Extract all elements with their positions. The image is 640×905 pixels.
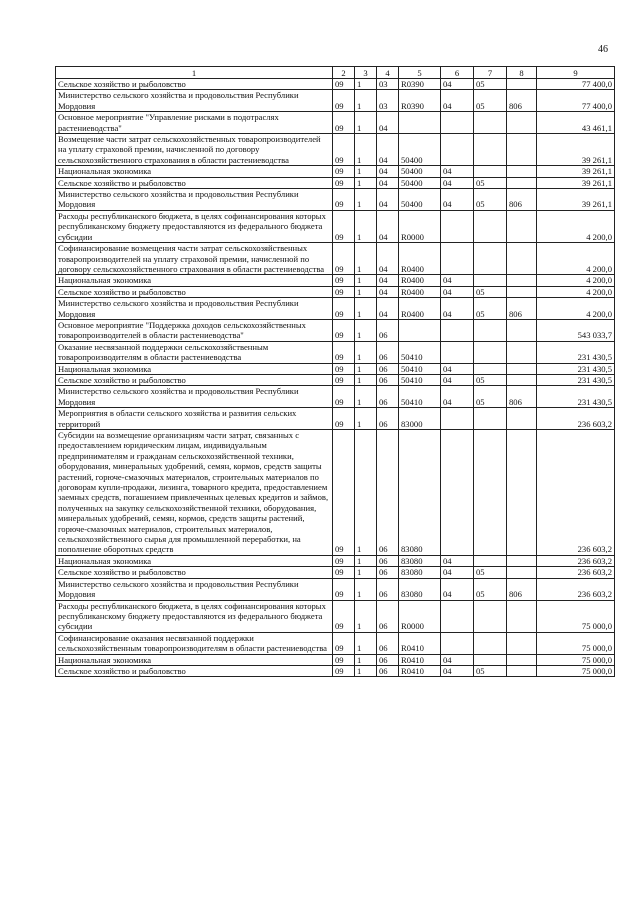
row-chapter-cell [441, 134, 474, 166]
row-amount-cell: 231 430,5 [537, 363, 615, 374]
table-row [56, 374, 615, 385]
row-amount-cell: 39 261,1 [537, 166, 615, 177]
table-row [56, 567, 615, 578]
row-program-cell: 1 [355, 134, 377, 166]
row-program-cell: 1 [355, 654, 377, 665]
row-program-cell: 1 [355, 374, 377, 385]
row-chapter-cell [441, 243, 474, 275]
row-subchapter-cell [474, 275, 507, 286]
row-direction-cell: 50400 [399, 177, 441, 188]
row-section-cell: 09 [333, 567, 355, 578]
row-name-cell: Министерство сельского хозяйства и продовольствия Республики Мордовия [56, 578, 333, 600]
row-direction-cell: R0410 [399, 665, 441, 676]
row-subchapter-cell [474, 632, 507, 654]
row-direction-cell: 83080 [399, 430, 441, 556]
budget-table [55, 66, 615, 677]
row-program-cell: 1 [355, 286, 377, 297]
table-row [56, 319, 615, 341]
row-section-cell: 09 [333, 189, 355, 211]
row-chapter-cell: 04 [441, 189, 474, 211]
row-chapter-cell: 04 [441, 177, 474, 188]
row-direction-cell: R0400 [399, 275, 441, 286]
row-amount-cell: 75 000,0 [537, 654, 615, 665]
table-row [56, 166, 615, 177]
row-name-cell: Национальная экономика [56, 166, 333, 177]
row-amount-cell: 4 200,0 [537, 286, 615, 297]
row-vr-cell: 806 [507, 90, 537, 112]
row-amount-cell: 75 000,0 [537, 665, 615, 676]
row-program-cell: 1 [355, 243, 377, 275]
row-name-cell: Сельское хозяйство и рыболовство [56, 79, 333, 90]
row-name-cell: Софинансирование оказания несвязанной поддержки сельскохозяйственным товаропроизводителям в области растениеводства [56, 632, 333, 654]
row-vr-cell [507, 243, 537, 275]
row-event-cell: 04 [377, 275, 399, 286]
row-section-cell: 09 [333, 79, 355, 90]
row-subchapter-cell [474, 166, 507, 177]
row-name-cell: Возмещение части затрат сельскохозяйственных товаропроизводителей на уплату страховой премии, начисленной по договору сельскохозяйственного страхования в области растениеводства [56, 134, 333, 166]
row-event-cell: 06 [377, 363, 399, 374]
row-vr-cell [507, 341, 537, 363]
table-row [56, 79, 615, 90]
row-event-cell: 04 [377, 243, 399, 275]
row-chapter-cell [441, 210, 474, 242]
row-subchapter-cell [474, 408, 507, 430]
table-row [56, 600, 615, 632]
row-amount-cell: 236 603,2 [537, 578, 615, 600]
row-program-cell: 1 [355, 341, 377, 363]
row-vr-cell: 806 [507, 386, 537, 408]
row-vr-cell [507, 408, 537, 430]
row-vr-cell [507, 430, 537, 556]
row-program-cell: 1 [355, 319, 377, 341]
row-direction-cell: 50400 [399, 166, 441, 177]
row-chapter-cell [441, 408, 474, 430]
row-name-cell: Сельское хозяйство и рыболовство [56, 177, 333, 188]
table-row [56, 578, 615, 600]
table-row [56, 408, 615, 430]
row-amount-cell: 4 200,0 [537, 243, 615, 275]
row-vr-cell [507, 79, 537, 90]
row-amount-cell: 39 261,1 [537, 177, 615, 188]
row-event-cell: 06 [377, 408, 399, 430]
row-vr-cell [507, 567, 537, 578]
row-vr-cell [507, 112, 537, 134]
row-direction-cell: 83000 [399, 408, 441, 430]
row-event-cell: 06 [377, 567, 399, 578]
row-subchapter-cell [474, 210, 507, 242]
row-name-cell: Сельское хозяйство и рыболовство [56, 286, 333, 297]
row-event-cell: 06 [377, 430, 399, 556]
row-chapter-cell: 04 [441, 298, 474, 320]
row-name-cell: Оказание несвязанной поддержки сельскохозяйственным товаропроизводителям в области растениеводства [56, 341, 333, 363]
row-section-cell: 09 [333, 374, 355, 385]
row-program-cell: 1 [355, 112, 377, 134]
row-subchapter-cell [474, 430, 507, 556]
row-section-cell: 09 [333, 654, 355, 665]
row-direction-cell: 50400 [399, 134, 441, 166]
row-event-cell: 04 [377, 134, 399, 166]
table-row [56, 363, 615, 374]
row-section-cell: 09 [333, 578, 355, 600]
row-vr-cell [507, 275, 537, 286]
row-program-cell: 1 [355, 430, 377, 556]
row-event-cell: 04 [377, 189, 399, 211]
row-amount-cell: 236 603,2 [537, 567, 615, 578]
row-subchapter-cell: 05 [474, 298, 507, 320]
row-chapter-cell: 04 [441, 386, 474, 408]
table-row [56, 632, 615, 654]
row-program-cell: 1 [355, 408, 377, 430]
row-program-cell: 1 [355, 665, 377, 676]
row-vr-cell [507, 319, 537, 341]
row-event-cell: 06 [377, 632, 399, 654]
row-chapter-cell: 04 [441, 555, 474, 566]
row-event-cell: 04 [377, 177, 399, 188]
row-amount-cell: 75 000,0 [537, 600, 615, 632]
table-row [56, 243, 615, 275]
row-amount-cell: 543 033,7 [537, 319, 615, 341]
table-row [56, 210, 615, 242]
row-chapter-cell: 04 [441, 654, 474, 665]
row-event-cell: 03 [377, 79, 399, 90]
row-direction-cell: 50410 [399, 363, 441, 374]
row-section-cell: 09 [333, 177, 355, 188]
row-name-cell: Национальная экономика [56, 654, 333, 665]
row-program-cell: 1 [355, 166, 377, 177]
table-row [56, 90, 615, 112]
row-amount-cell: 4 200,0 [537, 210, 615, 242]
row-vr-cell [507, 632, 537, 654]
row-section-cell: 09 [333, 112, 355, 134]
row-name-cell: Софинансирование возмещения части затрат сельскохозяйственных товаропроизводителей на уплату страховой премии, начисленной по договору сельскохозяйственного страхования в области растениеводства [56, 243, 333, 275]
row-subchapter-cell: 05 [474, 189, 507, 211]
row-section-cell: 09 [333, 665, 355, 676]
header-row [56, 67, 615, 79]
row-amount-cell: 236 603,2 [537, 408, 615, 430]
row-amount-cell: 231 430,5 [537, 341, 615, 363]
row-amount-cell: 231 430,5 [537, 374, 615, 385]
row-chapter-cell: 04 [441, 665, 474, 676]
table-row [56, 189, 615, 211]
row-section-cell: 09 [333, 341, 355, 363]
row-subchapter-cell: 05 [474, 578, 507, 600]
row-vr-cell [507, 177, 537, 188]
row-subchapter-cell [474, 319, 507, 341]
table-row [56, 298, 615, 320]
row-program-cell: 1 [355, 210, 377, 242]
row-direction-cell [399, 112, 441, 134]
row-name-cell: Сельское хозяйство и рыболовство [56, 567, 333, 578]
row-direction-cell: 50400 [399, 189, 441, 211]
row-name-cell: Основное мероприятие "Управление рисками в подотраслях растениеводства" [56, 112, 333, 134]
row-subchapter-cell [474, 112, 507, 134]
row-event-cell: 04 [377, 298, 399, 320]
table-row [56, 286, 615, 297]
table-row [56, 112, 615, 134]
header-cell: 8 [507, 67, 537, 79]
header-cell: 5 [399, 67, 441, 79]
row-direction-cell: R0400 [399, 286, 441, 297]
row-vr-cell: 806 [507, 298, 537, 320]
table-row [56, 430, 615, 556]
row-vr-cell [507, 134, 537, 166]
row-section-cell: 09 [333, 134, 355, 166]
row-subchapter-cell: 05 [474, 286, 507, 297]
row-chapter-cell: 04 [441, 166, 474, 177]
row-vr-cell [507, 555, 537, 566]
row-chapter-cell [441, 430, 474, 556]
row-name-cell: Расходы республиканского бюджета, в целях софинансирования которых республиканскому бюджету предоставляются из федерального бюджета субсидии [56, 600, 333, 632]
row-section-cell: 09 [333, 363, 355, 374]
table-row [56, 341, 615, 363]
row-section-cell: 09 [333, 430, 355, 556]
row-amount-cell: 77 400,0 [537, 79, 615, 90]
row-subchapter-cell [474, 363, 507, 374]
row-name-cell: Субсидии на возмещение организациям части затрат, связанных с предоставлением юридическим лицам, индивидуальным предпринимателям и гражданам сельскохозяйственной техники, оборудования, минеральных удобрений, семян, кормов, средств защиты растений, горюче-смазочных материалов, строительных материалов по договорам купли-продажи, лизинга, товарного кредита, предоставлением заемных средств, погашением привлеченных целевых кредитов и займов, полученных на закупку сельскохозяйственной техники, оборудования, минеральных удобрений, семян, кормов, средств защиты растений, горюче-смазочных материалов, строительных материалов, сельскохозяйственного сырья для промышленной переработки, на пополнение оборотных средств [56, 430, 333, 556]
row-chapter-cell [441, 319, 474, 341]
row-program-cell: 1 [355, 567, 377, 578]
row-name-cell: Расходы республиканского бюджета, в целях софинансирования которых республиканскому бюджету предоставляются из федерального бюджета субсидии [56, 210, 333, 242]
row-program-cell: 1 [355, 600, 377, 632]
row-name-cell: Основное мероприятие "Поддержка доходов сельскохозяйственных товаропроизводителей в области растениеводства" [56, 319, 333, 341]
header-cell: 2 [333, 67, 355, 79]
row-subchapter-cell: 05 [474, 665, 507, 676]
row-event-cell: 04 [377, 210, 399, 242]
row-name-cell: Сельское хозяйство и рыболовство [56, 374, 333, 385]
row-program-cell: 1 [355, 386, 377, 408]
row-event-cell: 04 [377, 112, 399, 134]
row-vr-cell [507, 286, 537, 297]
row-subchapter-cell [474, 654, 507, 665]
row-amount-cell: 4 200,0 [537, 275, 615, 286]
row-subchapter-cell [474, 600, 507, 632]
row-direction-cell: R0000 [399, 210, 441, 242]
row-chapter-cell: 04 [441, 567, 474, 578]
row-chapter-cell: 04 [441, 578, 474, 600]
row-chapter-cell: 04 [441, 363, 474, 374]
row-section-cell: 09 [333, 408, 355, 430]
row-event-cell: 04 [377, 166, 399, 177]
row-name-cell: Министерство сельского хозяйства и продовольствия Республики Мордовия [56, 189, 333, 211]
row-amount-cell: 236 603,2 [537, 555, 615, 566]
row-section-cell: 09 [333, 166, 355, 177]
row-amount-cell: 4 200,0 [537, 298, 615, 320]
row-direction-cell [399, 319, 441, 341]
row-amount-cell: 236 603,2 [537, 430, 615, 556]
row-event-cell: 06 [377, 319, 399, 341]
row-amount-cell: 231 430,5 [537, 386, 615, 408]
row-section-cell: 09 [333, 90, 355, 112]
row-subchapter-cell: 05 [474, 177, 507, 188]
row-section-cell: 09 [333, 319, 355, 341]
row-name-cell: Национальная экономика [56, 555, 333, 566]
row-subchapter-cell: 05 [474, 567, 507, 578]
row-chapter-cell: 04 [441, 286, 474, 297]
row-program-cell: 1 [355, 177, 377, 188]
row-vr-cell [507, 665, 537, 676]
row-name-cell: Национальная экономика [56, 275, 333, 286]
row-amount-cell: 43 461,1 [537, 112, 615, 134]
row-section-cell: 09 [333, 632, 355, 654]
row-direction-cell: 50410 [399, 386, 441, 408]
row-section-cell: 09 [333, 275, 355, 286]
row-chapter-cell: 04 [441, 275, 474, 286]
table-row [56, 134, 615, 166]
row-name-cell: Мероприятия в области сельского хозяйства и развития сельских территорий [56, 408, 333, 430]
table-row [56, 275, 615, 286]
row-direction-cell: 83080 [399, 567, 441, 578]
row-direction-cell: R0400 [399, 298, 441, 320]
row-section-cell: 09 [333, 555, 355, 566]
row-program-cell: 1 [355, 298, 377, 320]
table-row [56, 654, 615, 665]
row-chapter-cell [441, 632, 474, 654]
row-vr-cell [507, 363, 537, 374]
row-vr-cell [507, 210, 537, 242]
row-amount-cell: 39 261,1 [537, 134, 615, 166]
row-chapter-cell: 04 [441, 79, 474, 90]
header-cell: 3 [355, 67, 377, 79]
row-section-cell: 09 [333, 600, 355, 632]
row-name-cell: Министерство сельского хозяйства и продовольствия Республики Мордовия [56, 386, 333, 408]
row-direction-cell: R0410 [399, 654, 441, 665]
row-amount-cell: 75 000,0 [537, 632, 615, 654]
page-number: 46 [598, 44, 608, 55]
row-chapter-cell [441, 112, 474, 134]
row-event-cell: 03 [377, 90, 399, 112]
row-direction-cell: R0400 [399, 243, 441, 275]
row-direction-cell: R0000 [399, 600, 441, 632]
table-row [56, 555, 615, 566]
row-amount-cell: 39 261,1 [537, 189, 615, 211]
row-subchapter-cell: 05 [474, 79, 507, 90]
row-vr-cell [507, 600, 537, 632]
row-section-cell: 09 [333, 298, 355, 320]
row-chapter-cell [441, 341, 474, 363]
row-subchapter-cell [474, 243, 507, 275]
table-row [56, 177, 615, 188]
row-vr-cell: 806 [507, 189, 537, 211]
row-amount-cell: 77 400,0 [537, 90, 615, 112]
row-event-cell: 06 [377, 600, 399, 632]
row-event-cell: 06 [377, 654, 399, 665]
row-program-cell: 1 [355, 275, 377, 286]
header-cell: 4 [377, 67, 399, 79]
row-section-cell: 09 [333, 243, 355, 275]
row-direction-cell: R0390 [399, 90, 441, 112]
row-program-cell: 1 [355, 189, 377, 211]
row-event-cell: 06 [377, 578, 399, 600]
row-section-cell: 09 [333, 286, 355, 297]
row-event-cell: 06 [377, 386, 399, 408]
row-direction-cell: 83080 [399, 555, 441, 566]
row-chapter-cell: 04 [441, 90, 474, 112]
header-cell: 7 [474, 67, 507, 79]
row-program-cell: 1 [355, 90, 377, 112]
row-chapter-cell: 04 [441, 374, 474, 385]
row-name-cell: Министерство сельского хозяйства и продовольствия Республики Мордовия [56, 90, 333, 112]
header-cell: 1 [56, 67, 333, 79]
row-subchapter-cell [474, 134, 507, 166]
row-name-cell: Национальная экономика [56, 363, 333, 374]
row-subchapter-cell: 05 [474, 386, 507, 408]
row-direction-cell: 83080 [399, 578, 441, 600]
row-event-cell: 04 [377, 286, 399, 297]
header-cell: 6 [441, 67, 474, 79]
row-vr-cell [507, 654, 537, 665]
row-direction-cell: R0390 [399, 79, 441, 90]
row-chapter-cell [441, 600, 474, 632]
row-name-cell: Министерство сельского хозяйства и продовольствия Республики Мордовия [56, 298, 333, 320]
header-cell: 9 [537, 67, 615, 79]
row-vr-cell [507, 374, 537, 385]
row-event-cell: 06 [377, 374, 399, 385]
row-program-cell: 1 [355, 578, 377, 600]
row-subchapter-cell: 05 [474, 90, 507, 112]
row-subchapter-cell: 05 [474, 374, 507, 385]
row-event-cell: 06 [377, 555, 399, 566]
row-event-cell: 06 [377, 341, 399, 363]
row-name-cell: Сельское хозяйство и рыболовство [56, 665, 333, 676]
row-program-cell: 1 [355, 79, 377, 90]
row-direction-cell: R0410 [399, 632, 441, 654]
row-program-cell: 1 [355, 555, 377, 566]
row-direction-cell: 50410 [399, 374, 441, 385]
row-subchapter-cell [474, 555, 507, 566]
row-vr-cell [507, 166, 537, 177]
table-row [56, 665, 615, 676]
row-direction-cell: 50410 [399, 341, 441, 363]
row-section-cell: 09 [333, 386, 355, 408]
row-section-cell: 09 [333, 210, 355, 242]
row-program-cell: 1 [355, 632, 377, 654]
table-row [56, 386, 615, 408]
row-program-cell: 1 [355, 363, 377, 374]
table-body [56, 79, 615, 677]
row-vr-cell: 806 [507, 578, 537, 600]
row-event-cell: 06 [377, 665, 399, 676]
row-subchapter-cell [474, 341, 507, 363]
